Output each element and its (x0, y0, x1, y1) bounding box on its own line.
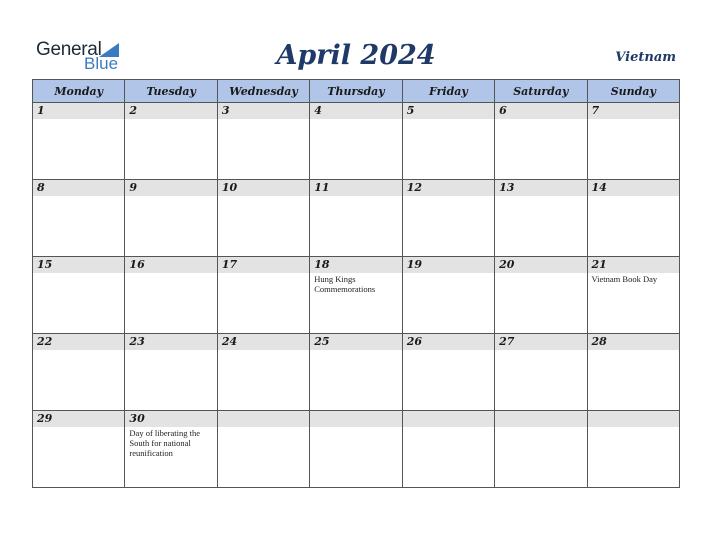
day-number (310, 411, 401, 427)
day-cell (310, 411, 402, 488)
day-cell (495, 411, 587, 488)
day-number: 10 (218, 180, 309, 196)
day-cell (587, 103, 679, 180)
day-number: 2 (125, 103, 216, 119)
day-number: 19 (403, 257, 494, 273)
day-number: 28 (588, 334, 679, 350)
day-number: 25 (310, 334, 401, 350)
day-number: 6 (495, 103, 586, 119)
day-number: 30 (125, 411, 216, 427)
day-number (218, 411, 309, 427)
day-number: 1 (33, 103, 124, 119)
day-number: 20 (495, 257, 586, 273)
weekday-sunday: Sunday (587, 80, 679, 103)
day-number: 24 (218, 334, 309, 350)
day-number: 7 (588, 103, 679, 119)
calendar-grid (32, 79, 680, 488)
day-number: 4 (310, 103, 401, 119)
day-number: 22 (33, 334, 124, 350)
day-number: 13 (495, 180, 586, 196)
country-label: Vietnam (615, 50, 676, 65)
day-number: 11 (310, 180, 401, 196)
day-number: 16 (125, 257, 216, 273)
holiday-label: Vietnam Book Day (591, 274, 658, 284)
weekday-monday: Monday (33, 80, 125, 103)
day-cell (217, 411, 309, 488)
day-number: 21 (588, 257, 679, 273)
day-cell (587, 257, 679, 334)
day-cell (402, 257, 494, 334)
day-cell (217, 334, 309, 411)
day-number: 18 (310, 257, 401, 273)
day-number (588, 411, 679, 427)
day-number: 15 (33, 257, 124, 273)
day-number: 3 (218, 103, 309, 119)
day-cell (125, 257, 217, 334)
day-number: 14 (588, 180, 679, 196)
day-cell (402, 180, 494, 257)
week-row (33, 180, 680, 257)
weekday-thursday: Thursday (310, 80, 402, 103)
day-number: 5 (403, 103, 494, 119)
week-row (33, 103, 680, 180)
day-cell (217, 180, 309, 257)
day-cell (125, 334, 217, 411)
weekday-tuesday: Tuesday (125, 80, 217, 103)
day-cell (495, 180, 587, 257)
day-cell (310, 103, 402, 180)
holiday-label: Hung Kings Commemorations (314, 274, 376, 294)
day-cell (495, 257, 587, 334)
day-cell (310, 334, 402, 411)
day-cell (402, 411, 494, 488)
weekday-friday: Friday (402, 80, 494, 103)
day-number (403, 411, 494, 427)
day-cell (495, 334, 587, 411)
weekday-saturday: Saturday (495, 80, 587, 103)
day-cell (587, 180, 679, 257)
week-row (33, 334, 680, 411)
logo-text-general: General (36, 39, 102, 60)
day-cell (587, 411, 679, 488)
weekday-header-row (33, 80, 680, 103)
day-cell (495, 103, 587, 180)
day-cell (587, 334, 679, 411)
day-cell (33, 180, 125, 257)
day-cell (33, 411, 125, 488)
day-number: 9 (125, 180, 216, 196)
day-cell (33, 334, 125, 411)
day-number: 12 (403, 180, 494, 196)
week-row (33, 257, 680, 334)
day-cell (402, 103, 494, 180)
calendar-body (33, 103, 680, 488)
day-number (495, 411, 586, 427)
calendar-title: April 2024 (276, 40, 436, 71)
day-number: 8 (33, 180, 124, 196)
day-number: 17 (218, 257, 309, 273)
day-cell (33, 257, 125, 334)
day-cell (217, 257, 309, 334)
day-cell (33, 103, 125, 180)
logo-text-blue: Blue (84, 54, 119, 73)
holiday-label: Day of liberating the South for national reunification (129, 428, 200, 458)
weekday-wednesday: Wednesday (217, 80, 309, 103)
day-number: 26 (403, 334, 494, 350)
day-cell (125, 411, 217, 488)
day-cell (125, 103, 217, 180)
day-cell (125, 180, 217, 257)
day-cell (402, 334, 494, 411)
day-number: 27 (495, 334, 586, 350)
day-cell (310, 180, 402, 257)
day-cell (217, 103, 309, 180)
day-cell (310, 257, 402, 334)
day-number: 29 (33, 411, 124, 427)
day-number: 23 (125, 334, 216, 350)
week-row (33, 411, 680, 488)
